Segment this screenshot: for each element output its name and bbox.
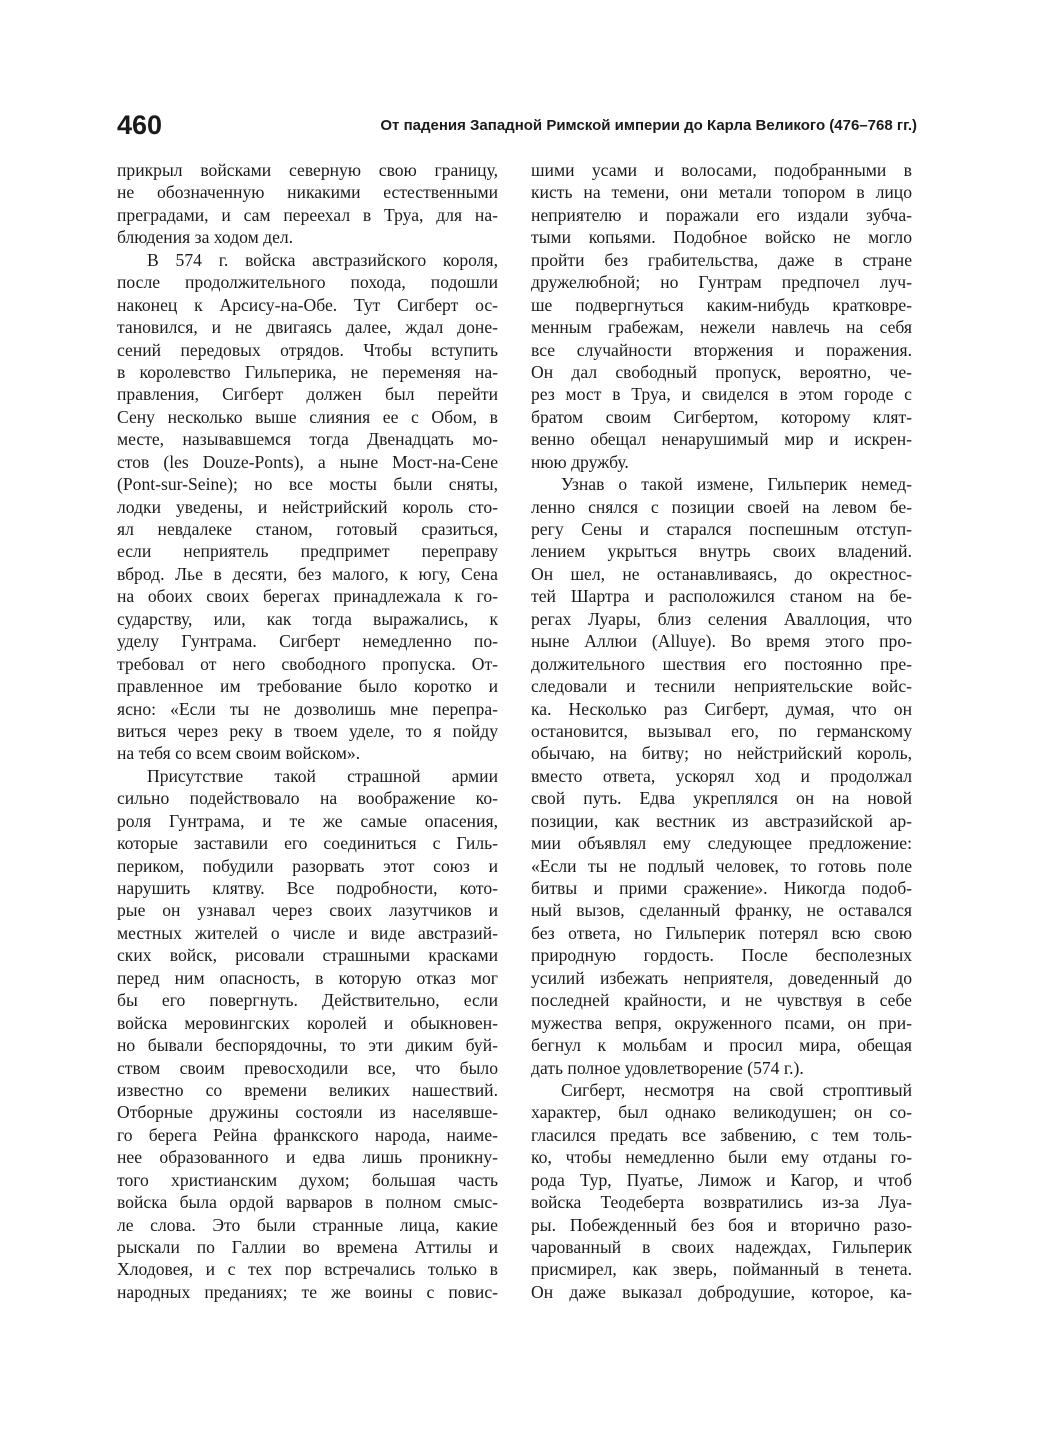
text-line: позиции, как вестник из австразийской ар- bbox=[531, 810, 912, 831]
text-line: Узнав о такой измене, Гильперик немед- bbox=[561, 474, 912, 495]
text-line: рыскали по Галлии во времена Аттилы и bbox=[117, 1237, 498, 1257]
text-line: бегнул к мольбам и просил мира, обещая bbox=[531, 1035, 912, 1056]
text-line: рез мост в Труа, и свиделся в этом городе с bbox=[531, 384, 912, 405]
text-line: Он шел, не останавливаясь, до окрестнос- bbox=[531, 563, 912, 584]
text-line: уделу Гунтрама. Сигберт немедленно по- bbox=[117, 631, 498, 652]
text-line: менным грабежам, нежели навлечь на себя bbox=[531, 317, 912, 338]
text-line: присмирел, как зверь, пойманный в тенета. bbox=[531, 1259, 912, 1280]
running-title: От падения Западной Римской империи до Карла Великого (476–768 гг.) bbox=[380, 117, 917, 134]
text-line: характер, был однако великодушен; он со- bbox=[531, 1102, 912, 1123]
text-line: дружелюбной; но Гунтрам предпочел луч- bbox=[531, 272, 912, 293]
text-line: бы его повергнуть. Действительно, если bbox=[117, 990, 498, 1011]
text-line: требовал от него свободного пропуска. От- bbox=[117, 653, 498, 674]
text-line: Он даже выказал добродушие, которое, ка- bbox=[531, 1281, 912, 1302]
text-line: все случайности вторжения и поражения. bbox=[531, 339, 912, 360]
text-line: нее образованного и едва лишь проникну- bbox=[117, 1147, 498, 1168]
text-line: ры. Побежденный без боя и вторично разо- bbox=[531, 1214, 912, 1235]
text-line: ка. Несколько раз Сигберт, думая, что он bbox=[531, 698, 912, 719]
text-line: наконец к Арсису-на-Обе. Тут Сигберт ос- bbox=[117, 294, 498, 315]
text-line: правления, Сигберт должен был перейти bbox=[117, 384, 498, 405]
text-line: ясно: «Если ты не дозволишь мне перепра- bbox=[117, 698, 498, 719]
text-line: нюю дружбу. bbox=[531, 451, 629, 472]
text-line: прикрыл войсками северную свою границу, bbox=[117, 160, 498, 180]
text-line: мии объявлял ему следующее предложение: bbox=[531, 833, 912, 854]
text-line: ле слова. Это были странные лица, какие bbox=[117, 1214, 498, 1235]
text-line: в королевство Гильперика, не переменяя на- bbox=[117, 361, 498, 382]
text-line: регу Сены и старался поспешным отступ- bbox=[531, 519, 912, 539]
text-line: известно со времени великих нашествий. bbox=[117, 1079, 498, 1100]
text-line: свой путь. Едва укреплялся он на новой bbox=[531, 788, 912, 809]
text-line: гласился предать все забвению, с тем толь- bbox=[531, 1124, 912, 1145]
text-line: тей Шартра и расположился станом на бе- bbox=[531, 586, 912, 607]
text-line: сильно подействовало на воображение ко- bbox=[117, 788, 498, 809]
text-line: сударству, или, как тогда выражались, к bbox=[117, 608, 498, 629]
text-line: В 574 г. войска австразийского короля, bbox=[147, 249, 498, 270]
text-line: если неприятель предпримет переправу bbox=[117, 541, 498, 562]
text-line: перед ним опасность, в которую отказ мог bbox=[117, 967, 498, 988]
text-line: ше подвергнуться каким-нибудь кратковре- bbox=[531, 294, 912, 315]
text-line: войска Теодеберта возвратились из-за Луа- bbox=[531, 1192, 912, 1213]
text-line: го берега Рейна франкского народа, наиме- bbox=[117, 1124, 498, 1145]
text-line: блюдения за ходом дел. bbox=[117, 227, 294, 248]
text-line: вместо ответа, ускорял ход и продолжал bbox=[531, 765, 912, 786]
text-line: Сену несколько выше слияния ее с Обом, в bbox=[117, 406, 498, 427]
text-line: сений передовых отрядов. Чтобы вступить bbox=[117, 339, 498, 360]
text-line: венно обещал ненарушимый мир и искрен- bbox=[531, 429, 912, 450]
text-line: того христианским духом; большая часть bbox=[117, 1169, 498, 1190]
text-line: лением укрыться внутрь своих владений. bbox=[531, 541, 912, 562]
text-line: вброд. Лье в десяти, без малого, к югу, Сена bbox=[117, 563, 498, 584]
text-line: войска была ордой варваров в полном смыс- bbox=[117, 1192, 498, 1213]
text-line: не обозначенную никакими естественными bbox=[117, 182, 498, 203]
text-line: которые заставили его соединиться с Гиль- bbox=[117, 833, 498, 854]
text-line: лодки уведены, и нейстрийский король сто- bbox=[117, 496, 498, 517]
text-line: ленно снялся с позиции своей на левом бе- bbox=[531, 496, 912, 517]
text-line: Хлодовея, и с тех пор встречались только в bbox=[117, 1259, 498, 1280]
text-line: чарованный в своих надеждах, Гильперик bbox=[531, 1237, 912, 1257]
text-line: рые он узнавал через своих лазутчиков и bbox=[117, 900, 498, 921]
text-line: природную гордость. После бесполезных bbox=[531, 945, 912, 966]
text-line: неприятелю и поражали его издали зубча- bbox=[531, 204, 912, 225]
text-line: должительного шествия его постоянно пре- bbox=[531, 653, 912, 674]
text-line: после продолжительного похода, подошли bbox=[117, 272, 498, 293]
text-line: но бывали беспорядочны, то эти диким буй- bbox=[117, 1035, 498, 1056]
text-line: преградами, и сам переехал в Труа, для на- bbox=[117, 204, 498, 225]
text-line: виться через реку в твоем уделе, то я пойду bbox=[117, 720, 498, 741]
text-line: на обоих своих берегах принадлежала к го- bbox=[117, 586, 498, 607]
text-line: правленное им требование было коротко и bbox=[117, 676, 498, 697]
text-line: остановится, вызывал его, по германскому bbox=[531, 720, 912, 741]
text-line: последней крайности, и не чувствуя в себе bbox=[531, 990, 912, 1011]
page-header bbox=[117, 108, 917, 148]
text-line: шими усами и волосами, подобранными в bbox=[531, 160, 912, 180]
text-line: «Если ты не подлый человек, то готовь поле bbox=[531, 855, 912, 876]
text-line: Отборные дружины состояли из населявше- bbox=[117, 1102, 498, 1123]
text-line: ко, чтобы немедленно были ему отданы го- bbox=[531, 1147, 912, 1168]
text-line: Он дал свободный пропуск, вероятно, че- bbox=[531, 361, 912, 382]
text-line: ныне Аллюи (Alluye). Во время этого про- bbox=[531, 631, 912, 652]
text-line: (Pont-sur-Seine); но все мосты были сняты, bbox=[117, 474, 498, 495]
text-line: ских войск, рисовали страшными красками bbox=[117, 945, 498, 966]
text-line: следовали и теснили неприятельские войс- bbox=[531, 676, 912, 697]
text-line: ный вызов, сделанный франку, не оставался bbox=[531, 900, 912, 921]
text-line: кисть на темени, они метали топором в лицо bbox=[531, 182, 912, 203]
text-line: битвы и прими сражение». Никогда подоб- bbox=[531, 878, 912, 898]
text-line: тыми копьями. Подобное войско не могло bbox=[531, 227, 912, 248]
text-line: Сигберт, несмотря на свой строптивый bbox=[561, 1079, 912, 1100]
text-line: усилий избежать неприятеля, доведенный до bbox=[531, 967, 912, 988]
text-line: пройти без грабительства, даже в стране bbox=[531, 249, 912, 270]
text-line: периком, побудили разорвать этот союз и bbox=[117, 855, 498, 876]
right-text-column bbox=[531, 159, 912, 1303]
text-line: обычаю, на битву; но нейстрийский король, bbox=[531, 743, 912, 764]
text-line: стов (les Douze-Ponts), а ныне Мост-на-Сене bbox=[117, 451, 498, 472]
text-line: войска меровингских королей и обыкновен- bbox=[117, 1012, 498, 1033]
text-line: братом своим Сигбертом, которому клят- bbox=[531, 406, 912, 427]
text-line: на тебя со всем своим войском». bbox=[117, 743, 361, 764]
text-line: местных жителей о числе и виде австразий- bbox=[117, 922, 498, 943]
text-line: тановился, и не двигаясь далее, ждал доне- bbox=[117, 317, 498, 338]
text-line: народных преданиях; те же воины с повис- bbox=[117, 1281, 498, 1302]
text-line: дать полное удовлетворение (574 г.). bbox=[531, 1057, 804, 1078]
text-line: мужества вепря, окруженного псами, он при- bbox=[531, 1012, 912, 1033]
text-line: ял невдалеке станом, готовый сразиться, bbox=[117, 519, 498, 539]
text-line: регах Луары, близ селения Аваллоция, что bbox=[531, 608, 912, 629]
text-line: рода Тур, Пуатье, Лимож и Кагор, и чтоб bbox=[531, 1169, 912, 1190]
text-line: ством своим превосходили все, что было bbox=[117, 1057, 498, 1078]
text-line: месте, называвшемся тогда Двенадцать мо- bbox=[117, 429, 498, 450]
text-line: нарушить клятву. Все подробности, кото- bbox=[117, 878, 498, 898]
page-number: 460 bbox=[117, 110, 163, 140]
text-line: без ответа, но Гильперик потерял всю свою bbox=[531, 922, 912, 943]
text-line: роля Гунтрама, и те же самые опасения, bbox=[117, 810, 498, 831]
left-text-column bbox=[117, 159, 498, 1303]
text-line: Присутствие такой страшной армии bbox=[147, 765, 498, 786]
